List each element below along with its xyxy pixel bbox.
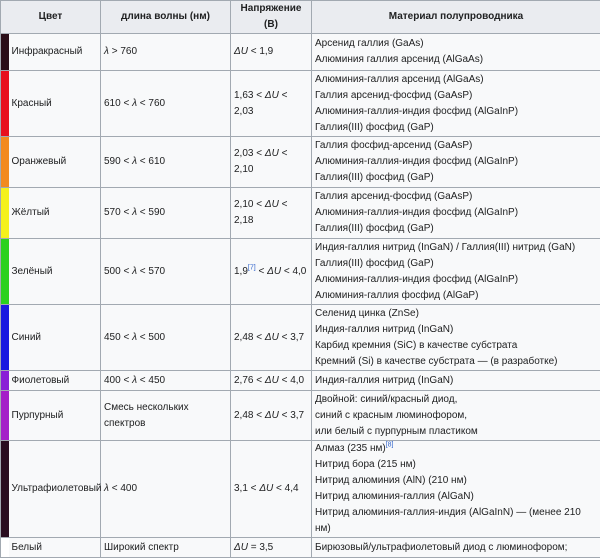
- color-swatch: [1, 71, 9, 137]
- color-swatch: [1, 371, 9, 391]
- reference-link[interactable]: [7]: [248, 264, 256, 271]
- table-row: [1, 441, 600, 538]
- table-row: [1, 371, 600, 391]
- voltage-cell: 3,1 < ΔU < 4,4: [231, 441, 312, 538]
- header-wavelength[interactable]: длина волны (нм): [101, 1, 231, 34]
- voltage-cell: 2,76 < ΔU < 4,0: [231, 371, 312, 391]
- wavelength-cell: λ > 760: [101, 34, 231, 71]
- voltage-cell: 2,48 < ΔU < 3,7: [231, 391, 312, 441]
- material-cell: Алюминия-галлия арсенид (AlGaAs) Галлия арсенид-фосфид (GaAsP) Алюминия-галлия-индия фосфид (AlGaInP) Галлия(III) фосфид (GaP): [312, 71, 600, 137]
- color-name: Жёлтый: [9, 188, 101, 239]
- table-row: [1, 71, 600, 137]
- color-swatch: [1, 305, 9, 371]
- material-cell: Арсенид галлия (GaAs) Алюминия галлия арсенид (AlGaAs): [312, 34, 600, 71]
- voltage-cell: 2,03 < ΔU < 2,10: [231, 137, 312, 188]
- reference-link[interactable]: [8]: [386, 442, 394, 449]
- table-row: [1, 239, 600, 305]
- wavelength-cell: Широкий спектр: [101, 538, 231, 558]
- voltage-cell: 2,10 < ΔU < 2,18: [231, 188, 312, 239]
- color-name: Зелёный: [9, 239, 101, 305]
- color-name: Красный: [9, 71, 101, 137]
- header-color[interactable]: Цвет: [1, 1, 101, 34]
- wavelength-cell: Смесь нескольких спектров: [101, 391, 231, 441]
- voltage-cell: 1,9[7] < ΔU < 4,0: [231, 239, 312, 305]
- color-swatch: [1, 239, 9, 305]
- header-material[interactable]: Материал полупроводника: [312, 1, 600, 34]
- wavelength-cell: λ < 400: [101, 441, 231, 538]
- color-name: Белый: [9, 538, 101, 558]
- color-swatch: [1, 391, 9, 441]
- wavelength-cell: 450 < λ < 500: [101, 305, 231, 371]
- color-swatch: [1, 34, 9, 71]
- color-swatch: [1, 137, 9, 188]
- table-row: [1, 305, 600, 371]
- voltage-cell: 2,48 < ΔU < 3,7: [231, 305, 312, 371]
- color-swatch: [1, 188, 9, 239]
- table-row: [1, 34, 600, 71]
- color-name: Оранжевый: [9, 137, 101, 188]
- material-cell: Индия-галлия нитрид (InGaN): [312, 371, 600, 391]
- color-swatch: [1, 538, 9, 558]
- color-swatch: [1, 441, 9, 538]
- table-row: [1, 538, 600, 558]
- wavelength-cell: 610 < λ < 760: [101, 71, 231, 137]
- material-cell: Двойной: синий/красный диод, синий с красным люминофором, или белый с пурпурным пластиком: [312, 391, 600, 441]
- material-cell: Алмаз (235 нм)[8] Нитрид бора (215 нм) Нитрид алюминия (AlN) (210 нм) Нитрид алюминия-галлия (AlGaN) Нитрид алюминия-галлия-индия (AlGaInN) — (менее 210 нм): [312, 441, 600, 538]
- table-row: [1, 391, 600, 441]
- material-cell: Бирюзовый/ультрафиолетовый диод с люминофором;: [312, 538, 600, 558]
- material-cell: Галлия фосфид-арсенид (GaAsP) Алюминия-галлия-индия фосфид (AlGaInP) Галлия(III) фосфид (GaP): [312, 137, 600, 188]
- header-row: [1, 1, 600, 34]
- wavelength-cell: 400 < λ < 450: [101, 371, 231, 391]
- wavelength-cell: 500 < λ < 570: [101, 239, 231, 305]
- color-name: Ультрафиолетовый: [9, 441, 101, 538]
- material-cell: Селенид цинка (ZnSe) Индия-галлия нитрид (InGaN) Карбид кремния (SiC) в качестве субстрата Кремний (Si) в качестве субстрата — (в разработке): [312, 305, 600, 371]
- voltage-cell: ΔU < 1,9: [231, 34, 312, 71]
- color-name: Пурпурный: [9, 391, 101, 441]
- table-row: [1, 137, 600, 188]
- material-cell: Индия-галлия нитрид (InGaN) / Галлия(III) нитрид (GaN) Галлия(III) фосфид (GaP) Алюминия-галлия-индия фосфид (AlGaInP) Алюминия-галлия фосфид (AlGaP): [312, 239, 600, 305]
- voltage-cell: 1,63 < ΔU < 2,03: [231, 71, 312, 137]
- wavelength-cell: 570 < λ < 590: [101, 188, 231, 239]
- color-name: Инфракрасный: [9, 34, 101, 71]
- color-name: Синий: [9, 305, 101, 371]
- material-cell: Галлия арсенид-фосфид (GaAsP) Алюминия-галлия-индия фосфид (AlGaInP) Галлия(III) фосфид (GaP): [312, 188, 600, 239]
- color-name: Фиолетовый: [9, 371, 101, 391]
- table-row: [1, 188, 600, 239]
- wavelength-cell: 590 < λ < 610: [101, 137, 231, 188]
- header-voltage[interactable]: Напряжение (В): [231, 1, 312, 34]
- voltage-cell: ΔU = 3,5: [231, 538, 312, 558]
